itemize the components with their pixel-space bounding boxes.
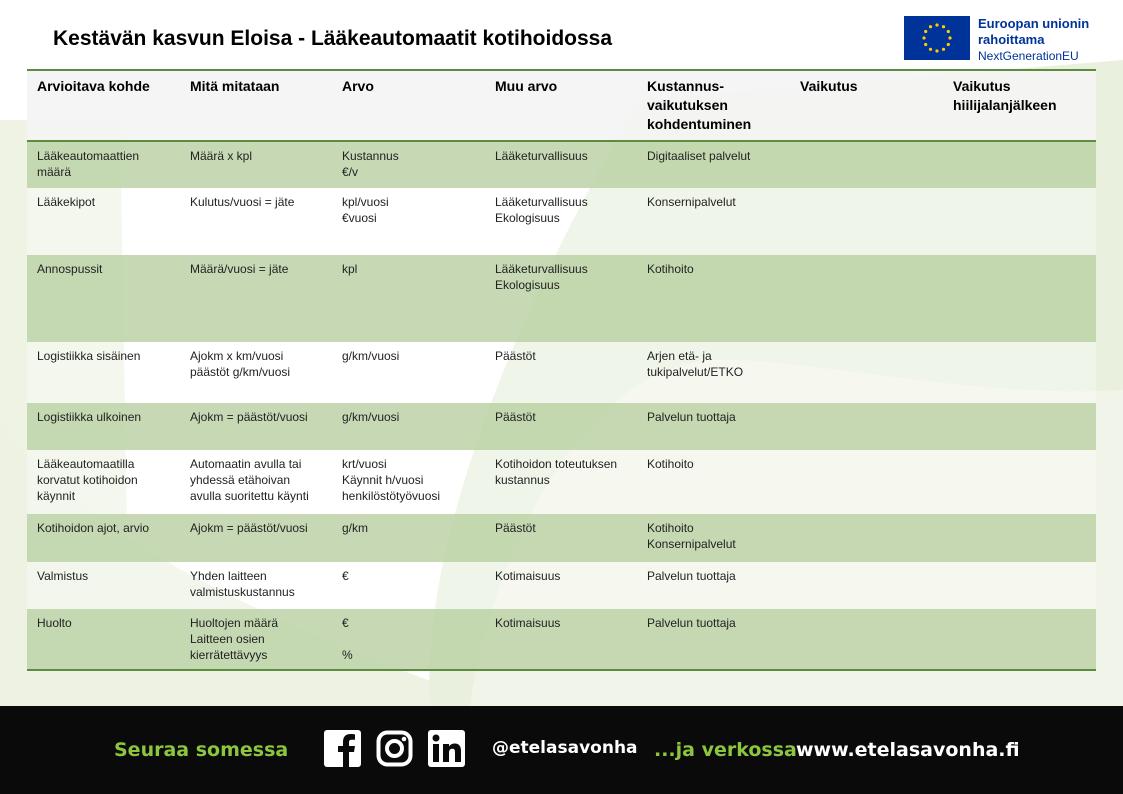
table-cell (332, 609, 485, 670)
cell-text: Ekologisuus (495, 211, 560, 225)
cell-text: kpl/vuosi (342, 195, 389, 209)
page-title: Kestävän kasvun Eloisa - Lääkeautomaatit kotihoidossa (53, 27, 613, 50)
cell-text: Ekologisuus (495, 278, 560, 292)
table-cell (485, 514, 637, 562)
table-cell (332, 255, 485, 342)
cell-text: Yhden laitteen (190, 569, 267, 583)
table-cell (332, 514, 485, 562)
cell-text: Lääketurvallisuus (495, 262, 588, 276)
cell-text: Päästöt (495, 349, 536, 363)
table-cell (637, 342, 790, 403)
eu-flag-icon (904, 16, 970, 60)
table-cell (943, 403, 1096, 450)
cell-text: käynnit (37, 489, 76, 503)
eu-funding-badge (904, 16, 1096, 63)
table-cell (943, 562, 1096, 609)
cell-text: Kulutus/vuosi = jäte (190, 195, 295, 209)
cell-text: Lääketurvallisuus (495, 149, 588, 163)
cell-text: Käynnit h/vuosi (342, 473, 424, 487)
table-cell (943, 514, 1096, 562)
cell-text: henkilöstötyövuosi (342, 489, 441, 503)
table-cell (790, 450, 943, 514)
linkedin-icon[interactable] (428, 730, 465, 767)
cell-text: Lääkekipot (37, 195, 96, 209)
column-header-text: Vaikutus (953, 78, 1011, 94)
column-header (637, 70, 790, 141)
instagram-icon[interactable] (376, 730, 413, 767)
social-handle[interactable]: @etelasavonha (492, 738, 638, 758)
column-header-text: Arvioitava kohde (37, 78, 150, 94)
table-cell (27, 255, 180, 342)
table-cell (637, 403, 790, 450)
table-row (27, 342, 1096, 403)
table-cell (943, 342, 1096, 403)
cell-text: Arjen etä- ja (647, 349, 712, 363)
table-cell (943, 609, 1096, 670)
table-cell (180, 342, 332, 403)
table-cell (637, 141, 790, 188)
table-cell (790, 141, 943, 188)
table-cell (332, 188, 485, 255)
table-cell (637, 609, 790, 670)
column-header (485, 70, 637, 141)
table-header-row (27, 70, 1096, 141)
cell-text: Kotimaisuus (495, 616, 561, 630)
eu-text-line1: Euroopan unionin (978, 16, 1090, 31)
table-cell (180, 609, 332, 670)
cell-text: Huolto (37, 616, 72, 630)
column-header-text: kohdentuminen (647, 116, 752, 132)
evaluation-table (27, 69, 1096, 671)
cell-text: Määrä/vuosi = jäte (190, 262, 289, 276)
cell-text: Laitteen osien (190, 632, 265, 646)
table-cell (790, 403, 943, 450)
cell-text: Automaatin avulla tai (190, 457, 302, 471)
table-row (27, 403, 1096, 450)
table-cell (27, 188, 180, 255)
cell-text: Palvelun tuottaja (647, 410, 736, 424)
column-header-text: Mitä mitataan (190, 78, 280, 94)
table-row (27, 141, 1096, 188)
cell-text: määrä (37, 165, 72, 179)
column-header-text: Muu arvo (495, 78, 558, 94)
table-cell (180, 514, 332, 562)
cell-text: Konsernipalvelut (647, 195, 736, 209)
table-cell (790, 514, 943, 562)
table-row (27, 609, 1096, 670)
cell-text: valmistuskustannus (190, 585, 295, 599)
table-cell (27, 514, 180, 562)
cell-text: Kustannus (342, 149, 399, 163)
table-cell (180, 255, 332, 342)
table-cell (637, 450, 790, 514)
cell-text: Konsernipalvelut (647, 537, 736, 551)
table-cell (943, 141, 1096, 188)
table-row (27, 514, 1096, 562)
table-cell (790, 255, 943, 342)
table-cell (332, 562, 485, 609)
cell-text: Lääketurvallisuus (495, 195, 588, 209)
cell-text: kpl (342, 262, 358, 276)
cell-text: avulla suoritettu käynti (190, 489, 309, 503)
cell-text: Palvelun tuottaja (647, 569, 736, 583)
column-header-text: Arvo (342, 78, 374, 94)
cell-text: Digitaaliset palvelut (647, 149, 751, 163)
cell-text: €vuosi (342, 211, 377, 225)
cell-text: kierrätettävyys (190, 648, 268, 662)
table-cell (27, 141, 180, 188)
table-cell (790, 562, 943, 609)
table-cell (485, 450, 637, 514)
table-cell (27, 609, 180, 670)
table-cell (943, 188, 1096, 255)
column-header (790, 70, 943, 141)
follow-social-label: Seuraa somessa (114, 739, 289, 761)
cell-text (342, 631, 475, 647)
table-cell (485, 188, 637, 255)
column-header (180, 70, 332, 141)
table-cell (485, 342, 637, 403)
cell-text: krt/vuosi (342, 457, 387, 471)
table-cell (180, 403, 332, 450)
table-cell (180, 562, 332, 609)
cell-text: Ajokm x km/vuosi (190, 349, 284, 363)
cell-text: g/km/vuosi (342, 410, 400, 424)
table-cell (790, 188, 943, 255)
table-cell (332, 141, 485, 188)
column-header (943, 70, 1096, 141)
cell-text: Kotimaisuus (495, 569, 561, 583)
cell-text: Kotihoidon ajot, arvio (37, 521, 150, 535)
column-header (27, 70, 180, 141)
table-cell (27, 562, 180, 609)
cell-text: päästöt g/km/vuosi (190, 365, 291, 379)
cell-text: Palvelun tuottaja (647, 616, 736, 630)
cell-text: Valmistus (37, 569, 89, 583)
cell-text: € (342, 616, 349, 630)
cell-text: Logistiikka sisäinen (37, 349, 141, 363)
facebook-icon[interactable] (324, 730, 361, 767)
table-row (27, 562, 1096, 609)
cell-text: Lääkeautomaatilla (37, 457, 135, 471)
table-cell (790, 609, 943, 670)
cell-text: Kotihoidon toteutuksen (495, 457, 618, 471)
table-row (27, 255, 1096, 342)
cell-text: Päästöt (495, 521, 536, 535)
table-cell (485, 562, 637, 609)
table-cell (332, 342, 485, 403)
table-row (27, 450, 1096, 514)
table-cell (27, 342, 180, 403)
table-cell (485, 141, 637, 188)
table-cell (790, 342, 943, 403)
cell-text: tukipalvelut/ETKO (647, 365, 744, 379)
table-cell (180, 141, 332, 188)
table-cell (943, 255, 1096, 342)
footer-bar (0, 706, 1123, 794)
table-cell (637, 562, 790, 609)
cell-text: Kotihoito (647, 262, 694, 276)
table-cell (637, 188, 790, 255)
table-cell (485, 255, 637, 342)
cell-text: Annospussit (37, 262, 103, 276)
table-cell (180, 450, 332, 514)
cell-text: g/km (342, 521, 369, 535)
cell-text: % (342, 648, 353, 662)
cell-text: Kotihoito (647, 521, 694, 535)
cell-text: Logistiikka ulkoinen (37, 410, 142, 424)
cell-text: Huoltojen määrä (190, 616, 279, 630)
cell-text: €/v (342, 165, 359, 179)
eu-text-line3: NextGenerationEU (978, 49, 1079, 63)
cell-text: korvatut kotihoidon (37, 473, 138, 487)
table-cell (637, 514, 790, 562)
cell-text: yhdessä etähoivan (190, 473, 291, 487)
website-link[interactable]: www.etelasavonha.fi (796, 739, 1020, 761)
table-cell (637, 255, 790, 342)
table-cell (332, 450, 485, 514)
cell-text: Lääkeautomaattien (37, 149, 140, 163)
column-header-text: Kustannus- (647, 78, 724, 94)
column-header-text: vaikutuksen (647, 97, 728, 113)
cell-text: € (342, 569, 349, 583)
cell-text: kustannus (495, 473, 550, 487)
cell-text: Määrä x kpl (190, 149, 253, 163)
eu-text-line2: rahoittama (978, 32, 1045, 47)
table-cell (485, 403, 637, 450)
table-cell (332, 403, 485, 450)
table-cell (485, 609, 637, 670)
column-header-text: Vaikutus (800, 78, 858, 94)
cell-text: g/km/vuosi (342, 349, 400, 363)
web-lead-label: ...ja verkossa (654, 739, 797, 761)
table-cell (27, 403, 180, 450)
column-header (332, 70, 485, 141)
table-cell (27, 450, 180, 514)
eu-funding-text (978, 16, 1103, 64)
table-cell (943, 450, 1096, 514)
table-row (27, 188, 1096, 255)
cell-text: Kotihoito (647, 457, 694, 471)
table-cell (180, 188, 332, 255)
column-header-text: hiilijalanjälkeen (953, 97, 1057, 113)
cell-text: Ajokm = päästöt/vuosi (190, 410, 308, 424)
cell-text: Ajokm = päästöt/vuosi (190, 521, 308, 535)
cell-text: Päästöt (495, 410, 536, 424)
